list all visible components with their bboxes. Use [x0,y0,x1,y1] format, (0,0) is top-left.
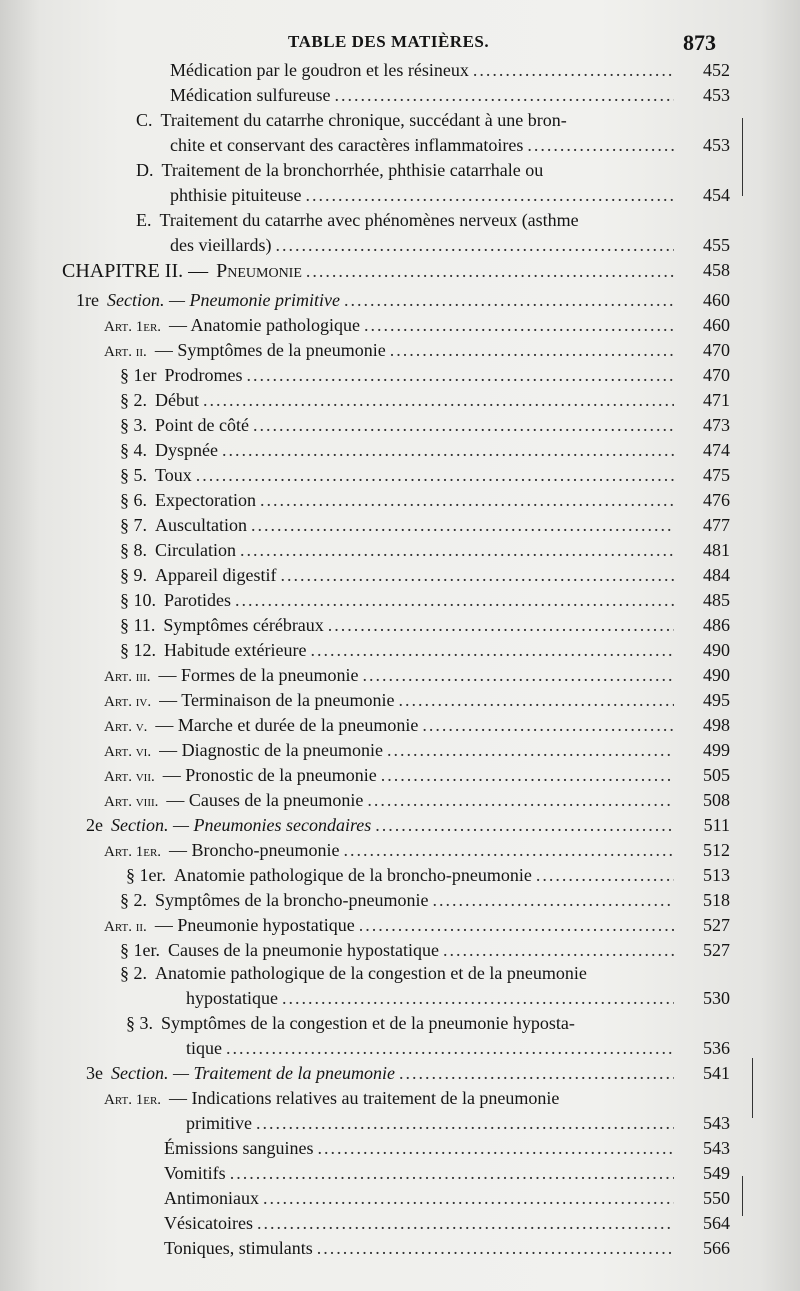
toc-entry-number: Art. iii. [104,669,151,685]
toc-page-number: 495 [703,690,730,710]
toc-entry-title: Symptômes cérébraux [163,615,324,635]
toc-entry [170,185,730,211]
toc-entry [104,690,730,716]
toc-entry [120,415,730,441]
toc-page-number: 474 [703,440,730,460]
toc-page-number: 471 [703,390,730,410]
toc-entry-title: Toniques, stimulants [164,1238,313,1258]
toc-entry [120,515,730,541]
toc-leader-dots [256,1113,674,1134]
toc-entry [104,790,730,816]
toc-page-number: 498 [703,715,730,735]
toc-leader-dots [527,135,674,156]
toc-entry-number: § 7. [120,515,147,535]
toc-entry-title: — Terminaison de la pneumonie [159,690,395,710]
toc-entry-number: Art. viii. [104,794,159,810]
toc-leader-dots [362,665,674,686]
toc-entry-title: Expectoration [155,490,256,510]
toc-leader-dots [310,640,674,661]
toc-entry-title: Anatomie pathologique de la congestion et de la pneumonie [155,963,587,983]
toc-leader-dots [381,765,674,786]
toc-leader-dots [422,715,674,736]
toc-leader-dots [263,1188,674,1209]
toc-leader-dots [432,890,674,911]
toc-page-number: 566 [703,1238,730,1258]
toc-entry-title: — Diagnostic de la pneumonie [159,740,384,760]
toc-entry [104,740,730,766]
toc-leader-dots [359,915,674,936]
toc-entry-number: D. [136,160,154,180]
toc-page-number: 490 [703,665,730,685]
toc-page-number: 527 [703,915,730,935]
toc-page-number: 485 [703,590,730,610]
toc-page-number: 452 [703,60,730,80]
toc-entry-title: Causes de la pneumonie hypostatique [168,940,439,960]
toc-leader-dots [257,1213,674,1234]
toc-entry-title: Traitement du catarrhe chronique, succédant à une bron- [160,110,567,130]
toc-entry [104,1088,722,1114]
toc-entry [76,290,730,316]
toc-entry-title: phthisie pituiteuse [170,185,302,205]
toc-entry [86,1063,730,1089]
toc-entry-title: Toux [155,465,192,485]
toc-entry [164,1163,730,1189]
toc-entry-title: — Marche et durée de la pneumonie [155,715,419,735]
toc-entry-title: Antimoniaux [164,1188,259,1208]
toc-entry-number: Art. iv. [104,694,152,710]
toc-entry-number: § 2. [120,390,147,410]
toc-entry-title: Dyspnée [155,440,218,460]
toc-page-number: 460 [703,315,730,335]
toc-entry-title: Section. — Pneumonie primitive [106,290,340,310]
toc-leader-dots [260,490,674,511]
toc-entry-number: E. [136,210,152,230]
toc-entry-title: Point de côté [155,415,249,435]
toc-leader-dots [328,615,674,636]
toc-entry [164,1238,730,1264]
toc-entry [86,815,730,841]
toc-entry-title: Prodromes [164,365,243,385]
toc-entry [104,715,730,741]
toc-entry-title: Symptômes de la broncho-pneumonie [155,890,429,910]
toc-entry-number: § 9. [120,565,147,585]
toc-leader-dots [387,740,674,761]
toc-entry-title: Anatomie pathologique de la broncho-pneumonie [174,865,532,885]
toc-entry [126,1013,722,1039]
toc-entry-title: hypostatique [186,988,278,1008]
toc-leader-dots [253,415,674,436]
toc-leader-dots [306,261,674,282]
toc-entry [120,890,730,916]
toc-entry [186,1113,730,1139]
toc-leader-dots [275,235,674,256]
toc-entry-number: § 3. [126,1013,153,1033]
toc-page-number: 458 [703,260,730,280]
toc-page-number: 455 [703,235,730,255]
toc-leader-dots [390,340,674,361]
toc-page-number: 476 [703,490,730,510]
toc-entry-title: — Pronostic de la pneumonie [162,765,377,785]
toc-leader-dots [473,60,674,81]
toc-leader-dots [399,1063,674,1084]
toc-page-number: 518 [703,890,730,910]
toc-leader-dots [536,865,674,886]
running-title: TABLE DES MATIÈRES. [288,32,490,51]
toc-leader-dots [344,290,674,311]
toc-entry-title: tique [186,1038,222,1058]
toc-entry [170,85,730,111]
toc-entry-title: Section. — Pneumonies secondaires [111,815,372,835]
toc-entry-title: — Symptômes de la pneumonie [154,340,386,360]
toc-entry-title: Émissions sanguines [164,1138,314,1158]
toc-page-number: 511 [703,815,730,835]
toc-entry-number: Art. 1er. [104,1092,162,1108]
toc-entry-title: Circulation [155,540,236,560]
toc-entry-title: — Formes de la pneumonie [158,665,359,685]
toc-page-number: 543 [703,1138,730,1158]
toc-entry-number: C. [136,110,153,130]
toc-entry [186,1038,730,1064]
toc-entry-title: Médication par le goudron et les résineux [170,60,469,80]
toc-entry-title: Médication sulfureuse [170,85,331,105]
toc-entry-title: Traitement du catarrhe avec phénomènes nerveux (asthme [159,210,579,230]
toc-page-number: 460 [703,290,730,310]
toc-entry [104,765,730,791]
toc-page-number: 477 [703,515,730,535]
toc-entry-number: § 1er. [126,865,166,885]
toc-entry [120,565,730,591]
toc-leader-dots [240,540,674,561]
toc-leader-dots [203,390,674,411]
toc-entry [170,135,730,161]
toc-entry-number: Art. vii. [104,769,155,785]
toc-entry-number: Art. 1er. [104,319,162,335]
toc-entry-title: — Causes de la pneumonie [166,790,364,810]
page-header [0,30,800,60]
toc-page-number: 453 [703,135,730,155]
toc-leader-dots [318,1138,674,1159]
toc-entry [120,963,722,989]
toc-entry-title: Appareil digestif [155,565,277,585]
toc-entry [170,235,730,261]
toc-leader-dots [251,515,674,536]
toc-leader-dots [305,185,674,206]
toc-leader-dots [246,365,674,386]
toc-entry [120,440,730,466]
toc-entry-number: Art. vi. [104,744,152,760]
toc-page-number: 475 [703,465,730,485]
toc-page-number: 564 [703,1213,730,1233]
toc-entry-title: Habitude extérieure [164,640,307,660]
toc-entry-title: des vieillards) [170,235,272,255]
toc-leader-dots [282,988,674,1009]
toc-entry [120,540,730,566]
toc-page-number: 490 [703,640,730,660]
toc-entry [120,640,730,666]
toc-page-number: 454 [703,185,730,205]
toc-entry [62,260,730,286]
toc-page-number: 470 [703,340,730,360]
toc-entry-title: chite et conservant des caractères inflammatoires [170,135,524,155]
toc-leader-dots [344,840,674,861]
toc-leader-dots [226,1038,674,1059]
toc-entry-title: — Indications relatives au traitement de la pneumonie [169,1088,560,1108]
toc-entry [104,915,730,941]
toc-entry [136,160,722,186]
toc-page-number: 499 [703,740,730,760]
toc-entry-number: § 1er [120,365,157,385]
toc-entry-title: Parotides [164,590,231,610]
toc-page-number: 530 [703,988,730,1008]
toc-page-number: 512 [703,840,730,860]
toc-entry [136,210,722,236]
toc-entry [104,340,730,366]
margin-pencil-mark [752,1058,753,1118]
toc-leader-dots [196,465,674,486]
toc-entry-number: Art. v. [104,719,148,735]
toc-leader-dots [222,440,674,461]
toc-page-number: 481 [703,540,730,560]
toc-leader-dots [235,590,674,611]
toc-page-number: 484 [703,565,730,585]
toc-entry [104,315,730,341]
toc-entry-number: Art. ii. [104,344,147,360]
toc-page-number: 513 [703,865,730,885]
toc-leader-dots [364,315,674,336]
toc-entry [104,665,730,691]
toc-entry-title: — Pneumonie hypostatique [154,915,355,935]
margin-pencil-mark [742,118,743,196]
toc-entry-number: § 1er. [120,940,160,960]
toc-entry [170,60,730,86]
toc-leader-dots [443,940,674,961]
toc-entry-title: Symptômes de la congestion et de la pneumonie hyposta- [161,1013,575,1033]
toc-entry-title: Début [155,390,199,410]
toc-page-number: 486 [703,615,730,635]
toc-entry-number: § 5. [120,465,147,485]
toc-leader-dots [375,815,674,836]
toc-page-number: 549 [703,1163,730,1183]
toc-entry-number: § 6. [120,490,147,510]
toc-entry [120,365,730,391]
toc-entry [164,1213,730,1239]
toc-entry-number: § 2. [120,890,147,910]
toc-leader-dots [280,565,674,586]
toc-page-number: 541 [703,1063,730,1083]
toc-leader-dots [398,690,674,711]
toc-entry [186,988,730,1014]
toc-entry-title: Pneumonie [216,260,302,282]
toc-page-number: 470 [703,365,730,385]
toc-entry-number: 3e [86,1063,103,1083]
margin-pencil-mark [742,1176,743,1216]
toc-entry-title: Vomitifs [164,1163,226,1183]
toc-page-number: 473 [703,415,730,435]
toc-entry [136,110,722,136]
toc-entry-number: § 12. [120,640,156,660]
toc-entry-number: § 11. [120,615,156,635]
toc-entry [120,615,730,641]
toc-page-number: 543 [703,1113,730,1133]
toc-entry-title: Vésicatoires [164,1213,253,1233]
toc-page-number: 527 [703,940,730,960]
toc-entry-number: Art. 1er. [104,844,162,860]
toc-leader-dots [317,1238,674,1259]
toc-entry [120,390,730,416]
toc-entry [120,490,730,516]
toc-entry [126,865,730,891]
toc-entry-title: Auscultation [155,515,247,535]
toc-entry-number: § 2. [120,963,147,983]
toc-entry [120,590,730,616]
toc-page-number: 453 [703,85,730,105]
toc-entry-number: § 8. [120,540,147,560]
toc-leader-dots [230,1163,674,1184]
toc-entry-number: § 10. [120,590,156,610]
toc-page-number: 508 [703,790,730,810]
toc-entry-number: § 4. [120,440,147,460]
toc-page-number: 550 [703,1188,730,1208]
toc-entry-number: 2e [86,815,103,835]
toc-entry [120,465,730,491]
page-number: 873 [683,30,716,55]
toc-leader-dots [334,85,674,106]
toc-entry-number: 1re [76,290,99,310]
toc-entry-number: CHAPITRE II. — [62,260,209,282]
toc-leader-dots [367,790,674,811]
toc-entry [164,1138,730,1164]
toc-entry-title: — Anatomie pathologique [169,315,361,335]
toc-entry-number: § 3. [120,415,147,435]
toc-entry-title: Traitement de la bronchorrhée, phthisie catarrhale ou [161,160,544,180]
toc-page-number: 536 [703,1038,730,1058]
toc-entry [104,840,730,866]
toc-entry-title: Section. — Traitement de la pneumonie [111,1063,395,1083]
toc-page-number: 505 [703,765,730,785]
toc-entry-number: Art. ii. [104,919,147,935]
toc-entry [164,1188,730,1214]
toc-entry-title: — Broncho-pneumonie [169,840,340,860]
toc-entry-title: primitive [186,1113,252,1133]
